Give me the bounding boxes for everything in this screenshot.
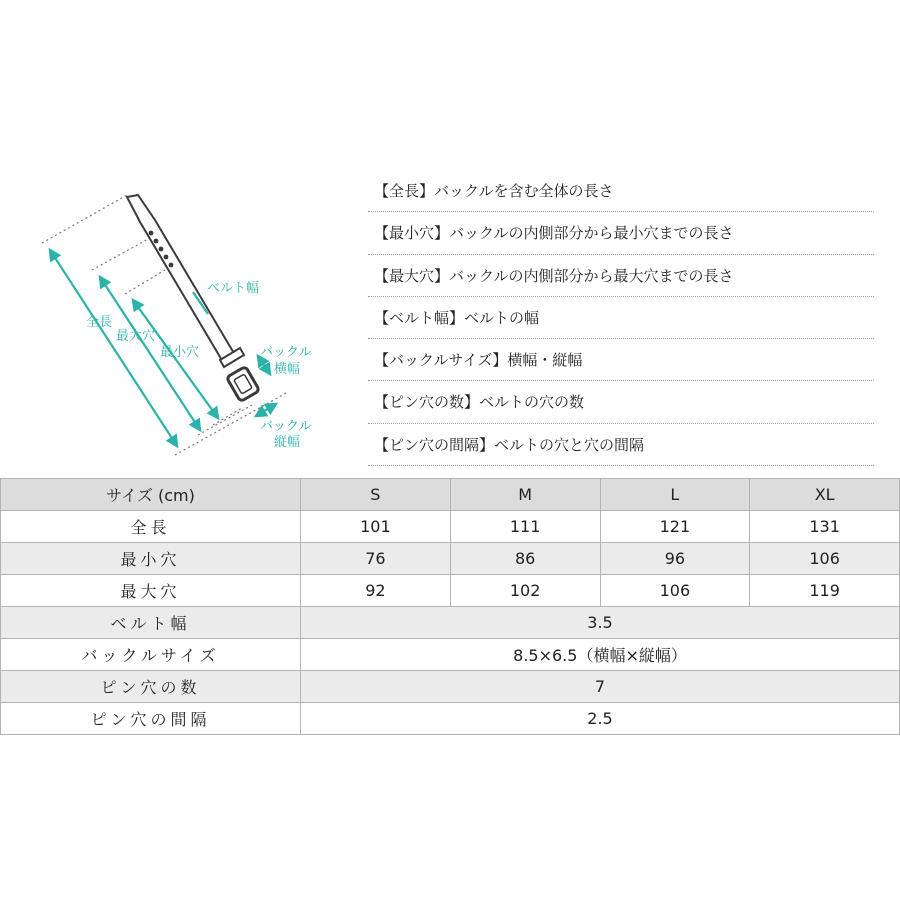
table-row-belt-width [1,607,900,639]
label-max-hole: 最大穴 [116,329,156,344]
table-cell-merged: 7 [301,671,900,703]
belt-measurement-diagram [30,180,360,470]
table-cell: 106 [600,575,750,607]
header-size-m: M [450,479,600,511]
table-row-max-hole [1,575,900,607]
row-label: ベルト幅 [1,607,301,639]
table-cell-merged: 2.5 [301,703,900,735]
legend-item-pin-hole-spacing: 【ピン穴の間隔】ベルトの穴と穴の間隔 [368,424,874,466]
measurement-legend [368,170,874,466]
label-buckle-width-2: 横幅 [274,362,301,377]
legend-item-pin-hole-count: 【ピン穴の数】ベルトの穴の数 [368,381,874,423]
row-label: 最大穴 [1,575,301,607]
table-cell: 86 [450,543,600,575]
row-label: 最小穴 [1,543,301,575]
table-cell: 101 [301,511,451,543]
label-min-hole: 最小穴 [160,345,200,360]
row-label: 全長 [1,511,301,543]
table-cell: 119 [750,575,900,607]
table-cell: 92 [301,575,451,607]
header-size-xl: XL [750,479,900,511]
size-table [0,478,900,735]
label-total-length: 全長 [86,315,113,330]
legend-item-belt-width: 【ベルト幅】ベルトの幅 [368,297,874,339]
label-buckle-height-2: 縦幅 [274,435,301,450]
table-cell-merged: 8.5×6.5（横幅×縦幅） [301,639,900,671]
legend-item-buckle-size: 【バックルサイズ】横幅・縦幅 [368,339,874,381]
label-belt-width: ベルト幅 [207,281,260,296]
table-cell: 131 [750,511,900,543]
table-cell: 106 [750,543,900,575]
table-cell: 76 [301,543,451,575]
row-label: ピン穴の間隔 [1,703,301,735]
label-buckle-width-1: バックル [260,345,312,360]
header-size-l: L [600,479,750,511]
legend-item-total-length: 【全長】バックルを含む全体の長さ [368,170,874,212]
table-cell-merged: 3.5 [301,607,900,639]
table-row-pin-hole-spacing [1,703,900,735]
label-buckle-height-1: バックル [260,419,312,434]
table-row-total-length [1,511,900,543]
buckle [226,366,259,401]
row-label: バックルサイズ [1,639,301,671]
table-row-buckle-size [1,639,900,671]
table-header-row [1,479,900,511]
row-label: ピン穴の数 [1,671,301,703]
table-cell: 96 [600,543,750,575]
table-row-pin-hole-count [1,671,900,703]
table-cell: 111 [450,511,600,543]
table-cell: 102 [450,575,600,607]
header-size-label: サイズ (cm) [1,479,301,511]
table-row-min-hole [1,543,900,575]
legend-item-max-hole: 【最大穴】バックルの内側部分から最大穴までの長さ [368,255,874,297]
table-cell: 121 [600,511,750,543]
header-size-s: S [301,479,451,511]
extension-lines [42,195,288,455]
legend-item-min-hole: 【最小穴】バックルの内側部分から最小穴までの長さ [368,212,874,254]
